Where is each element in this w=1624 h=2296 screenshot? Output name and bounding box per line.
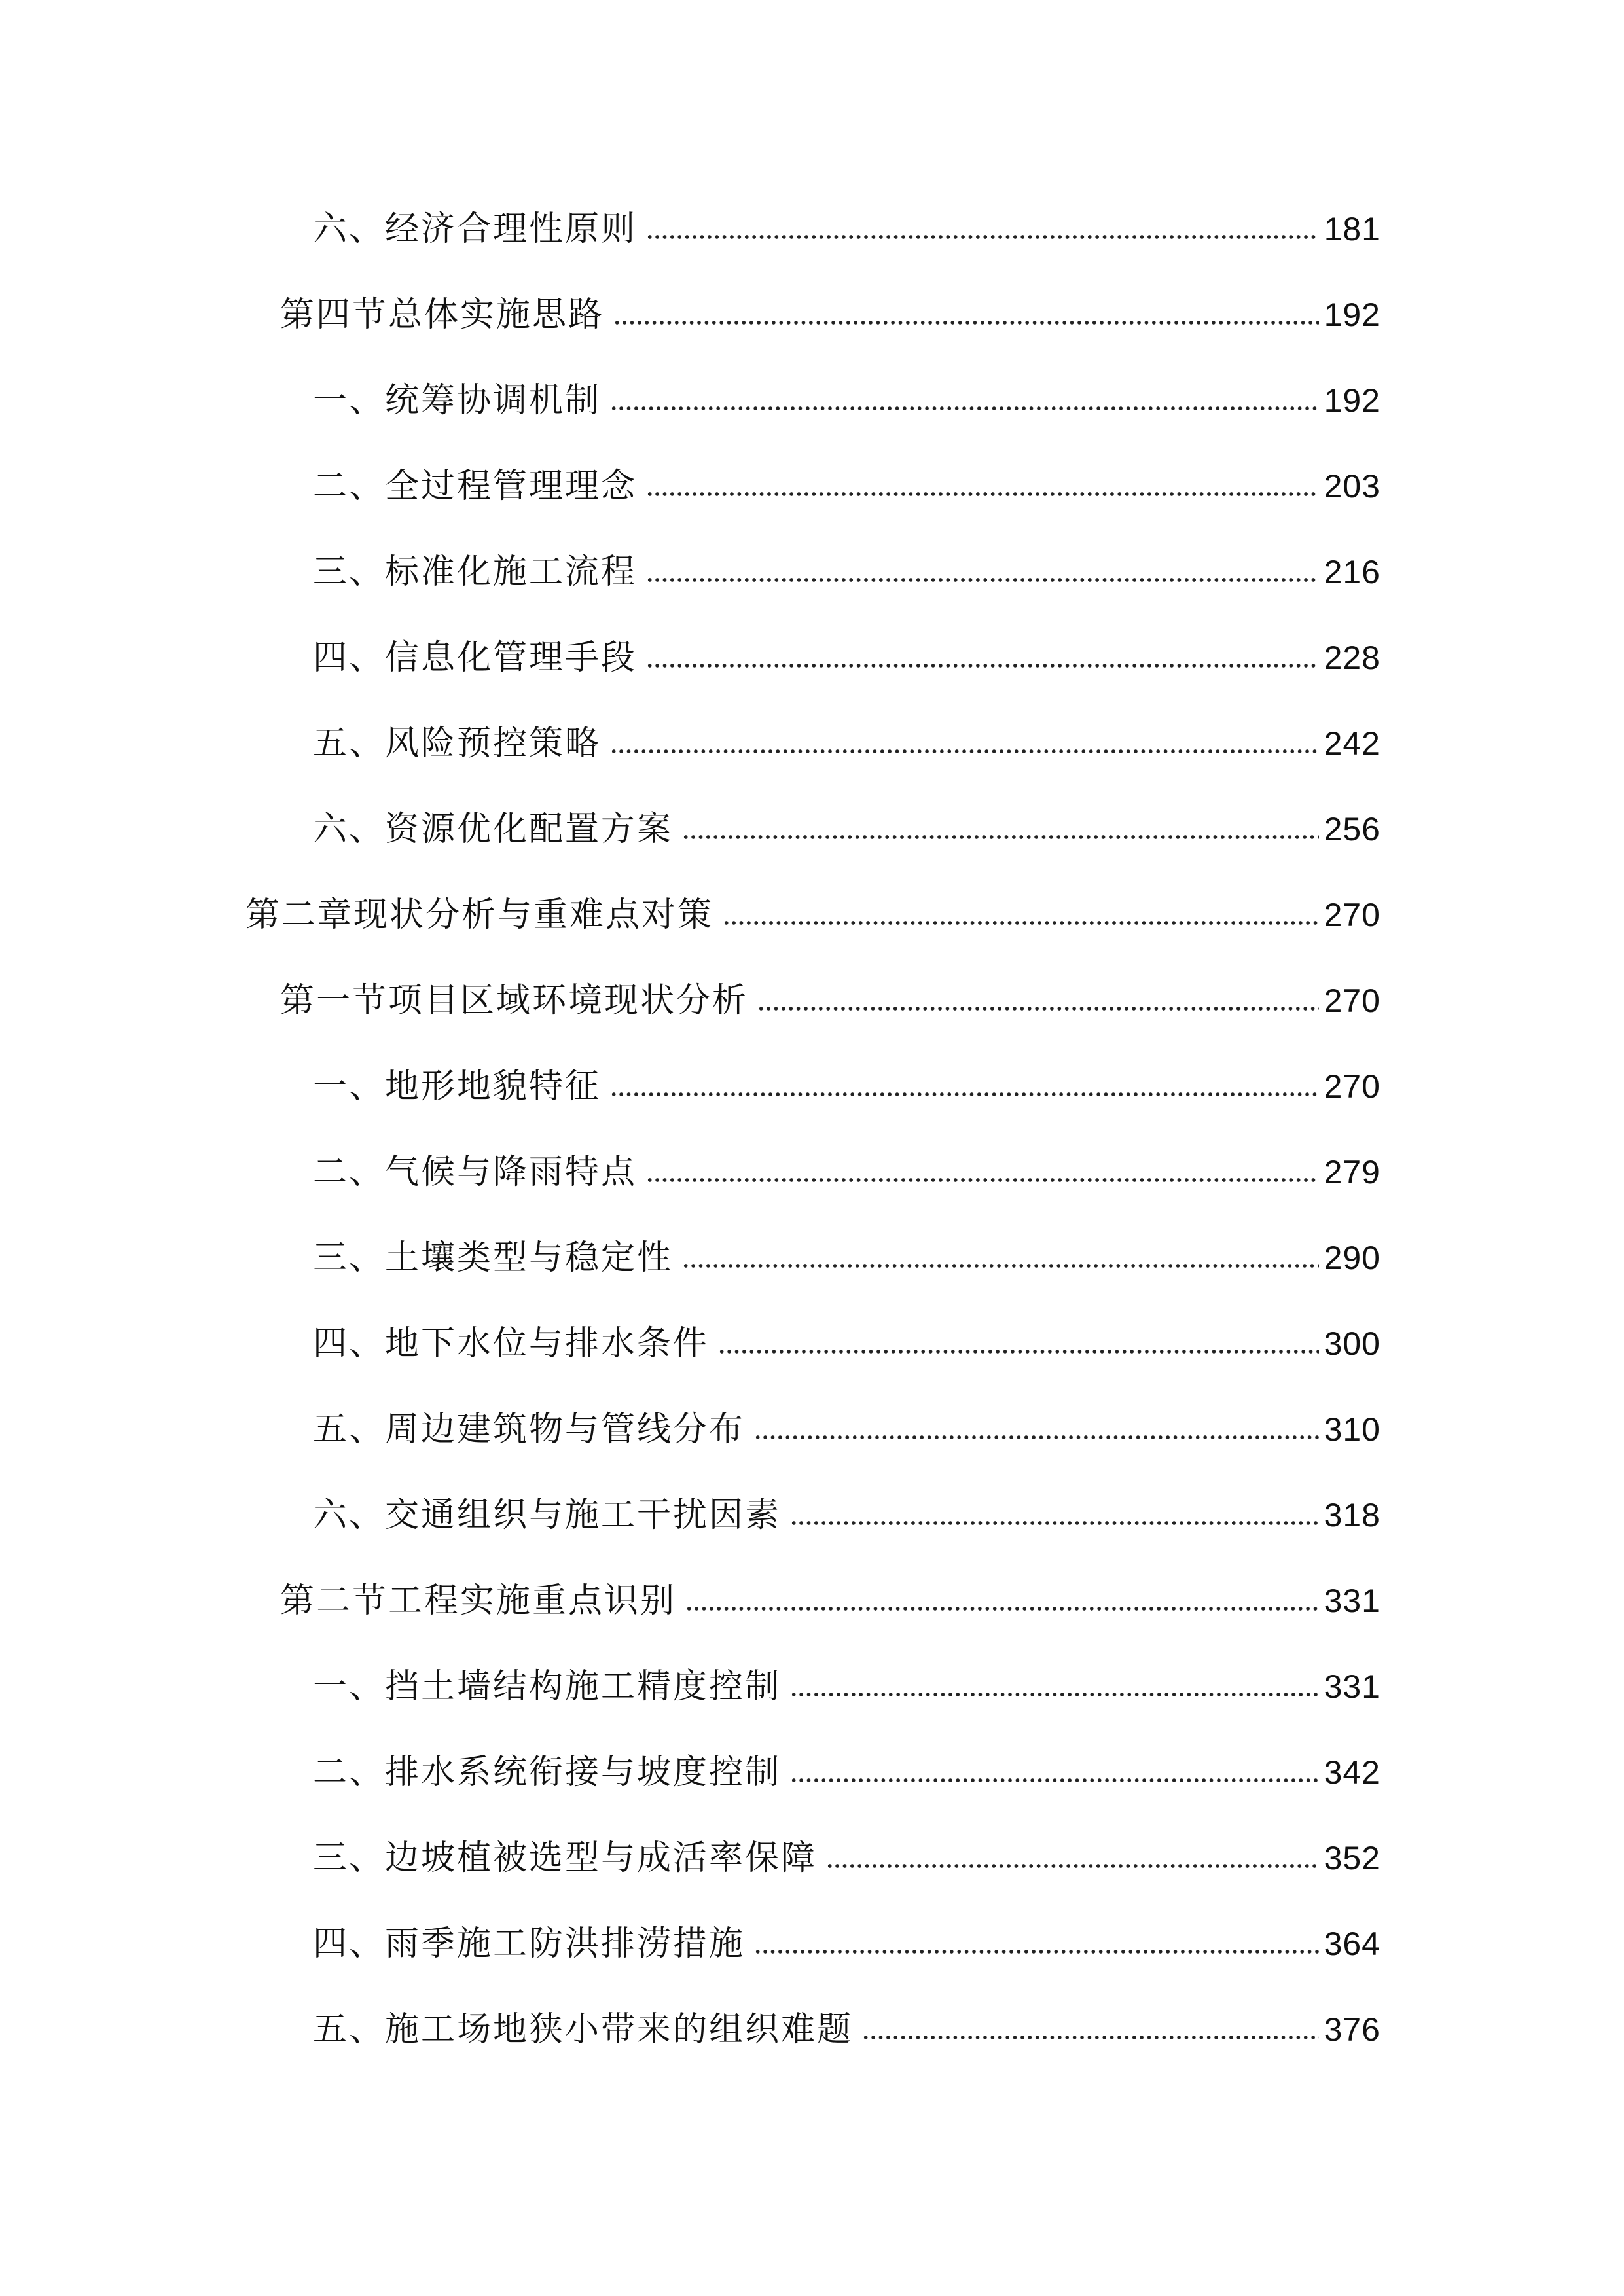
toc-page-number: 331 [1324, 1583, 1380, 1619]
toc-page-number: 290 [1324, 1240, 1380, 1276]
toc-entry-title: 第一节项目区域环境现状分析 [280, 981, 749, 1020]
toc-entry[interactable] [313, 1232, 1380, 1284]
toc-entry[interactable] [313, 1746, 1380, 1799]
toc-entry[interactable] [280, 1575, 1380, 1627]
toc-dot-leader [682, 1264, 1319, 1268]
toc-entry-title: 二、排水系统衔接与坡度控制 [313, 1753, 782, 1792]
toc-entry-title: 六、交通组织与施工干扰因素 [313, 1496, 782, 1535]
toc-entry[interactable] [313, 1660, 1380, 1713]
toc-entry[interactable] [313, 632, 1380, 684]
toc-dot-leader [610, 406, 1319, 410]
toc-page-number: 364 [1324, 1926, 1380, 1962]
toc-entry-title: 三、标准化施工流程 [313, 552, 638, 592]
toc-entry-title: 第四节总体实施思路 [280, 295, 605, 334]
toc-entry-title: 一、挡土墙结构施工精度控制 [313, 1667, 782, 1706]
toc-page-number: 256 [1324, 811, 1380, 848]
toc-page-number: 331 [1324, 1668, 1380, 1705]
toc-page-number: 300 [1324, 1325, 1380, 1362]
toc-entry-title: 四、信息化管理手段 [313, 638, 638, 677]
toc-entry-title: 五、周边建筑物与管线分布 [313, 1410, 746, 1449]
toc-dot-leader [718, 1350, 1319, 1354]
toc-entry-title: 三、土壤类型与稳定性 [313, 1238, 674, 1278]
toc-page-number: 270 [1324, 897, 1380, 933]
toc-page-number: 376 [1324, 2011, 1380, 2048]
toc-dot-leader [646, 235, 1319, 239]
toc-page-number: 181 [1324, 211, 1380, 247]
toc-entry[interactable] [313, 803, 1380, 855]
toc-entry-title: 一、统筹协调机制 [313, 381, 602, 420]
toc-dot-leader [646, 1178, 1319, 1182]
toc-entry-title: 三、边坡植被选型与成活率保障 [313, 1839, 818, 1878]
toc-entry-title: 六、资源优化配置方案 [313, 810, 674, 849]
toc-entry[interactable] [313, 1918, 1380, 1970]
toc-entry-title: 第二节工程实施重点识别 [280, 1581, 677, 1621]
toc-entry[interactable] [313, 1146, 1380, 1198]
toc-page-number: 192 [1324, 382, 1380, 419]
toc-entry-title: 六、经济合理性原则 [313, 209, 638, 249]
toc-entry[interactable] [313, 546, 1380, 598]
toc-entry[interactable] [313, 1403, 1380, 1456]
toc-dot-leader [610, 749, 1319, 753]
toc-entry-title: 一、地形地貌特征 [313, 1067, 602, 1106]
toc-dot-leader [613, 321, 1319, 325]
toc-entry[interactable] [245, 889, 1380, 941]
toc-entry-title: 第二章现状分析与重难点对策 [245, 895, 714, 935]
toc-page-number: 352 [1324, 1840, 1380, 1876]
toc-page-number: 310 [1324, 1411, 1380, 1448]
toc-dot-leader [610, 1092, 1319, 1096]
toc-entry[interactable] [313, 460, 1380, 512]
toc-page-number: 270 [1324, 982, 1380, 1019]
toc-entry[interactable] [280, 975, 1380, 1027]
toc-dot-leader [754, 1435, 1319, 1439]
toc-dot-leader [790, 1778, 1319, 1782]
toc-page-number: 242 [1324, 725, 1380, 762]
toc-page-number: 192 [1324, 296, 1380, 333]
toc-entry-title: 二、全过程管理理念 [313, 467, 638, 506]
toc-entry[interactable] [313, 1832, 1380, 1884]
toc-entry-title: 二、气候与降雨特点 [313, 1153, 638, 1192]
toc-dot-leader [826, 1864, 1319, 1868]
toc-dot-leader [754, 1950, 1319, 1954]
toc-entry[interactable] [313, 1060, 1380, 1113]
toc-dot-leader [646, 664, 1319, 668]
toc-dot-leader [685, 1607, 1319, 1611]
toc-dot-leader [646, 492, 1319, 496]
toc-dot-leader [757, 1007, 1319, 1011]
toc-entry-title: 四、地下水位与排水条件 [313, 1324, 710, 1363]
toc-entry-title: 四、雨季施工防洪排涝措施 [313, 1924, 746, 1964]
toc-entry[interactable] [313, 1489, 1380, 1541]
toc-page-number: 270 [1324, 1068, 1380, 1105]
toc-dot-leader [790, 1521, 1319, 1525]
toc-page-number: 203 [1324, 468, 1380, 505]
toc-entry[interactable] [313, 374, 1380, 427]
toc-page-number: 342 [1324, 1754, 1380, 1791]
toc-entry[interactable] [313, 717, 1380, 770]
toc-dot-leader [790, 1693, 1319, 1696]
toc-entry[interactable] [280, 289, 1380, 341]
toc-dot-leader [682, 835, 1319, 839]
toc-page-number: 228 [1324, 639, 1380, 676]
toc-entry-title: 五、施工场地狭小带来的组织难题 [313, 2010, 854, 2049]
toc-dot-leader [646, 578, 1319, 582]
toc-entry[interactable] [313, 1318, 1380, 1370]
toc-page-number: 279 [1324, 1154, 1380, 1191]
toc-entry[interactable] [313, 2003, 1380, 2056]
toc-dot-leader [723, 921, 1319, 925]
toc-page-number: 318 [1324, 1497, 1380, 1534]
toc-page-number: 216 [1324, 554, 1380, 590]
toc-entry[interactable] [313, 203, 1380, 255]
toc-entry-title: 五、风险预控策略 [313, 724, 602, 763]
toc-dot-leader [862, 2036, 1319, 2039]
